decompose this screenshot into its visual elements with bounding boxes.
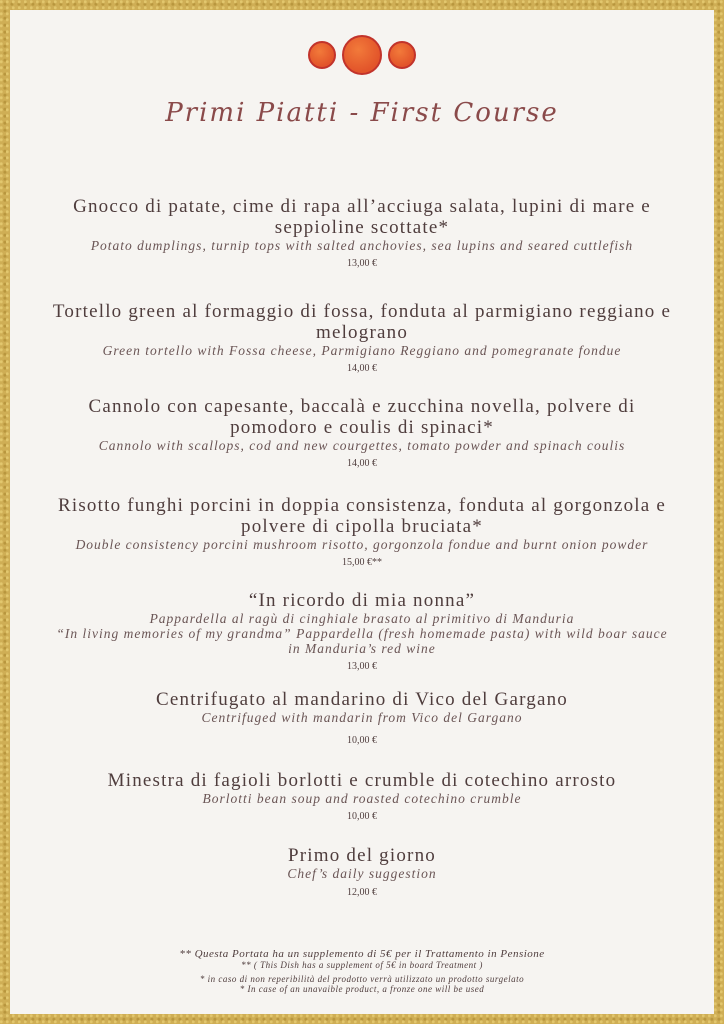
- dish-price: 13,00 €: [347, 258, 377, 269]
- footnote-frozen: * in caso di non reperibilità del prodotto verrà utilizzato un prodotto surgelato: [199, 974, 525, 984]
- dish-name: “In ricordo di mia nonna”: [248, 590, 476, 611]
- logo-dot-left: [308, 41, 336, 69]
- dish-description: Green tortello with Fossa cheese, Parmigiano Reggiano and pomegranate fondue: [102, 343, 622, 358]
- dish-price: 10,00 €: [347, 735, 377, 746]
- logo-dot-center: [342, 35, 382, 75]
- dish-name: Primo del giorno: [288, 845, 436, 866]
- dish-name: Cannolo con capesante, baccalà e zucchina novella, polvere di pomodoro e coulis di spinaci*: [88, 396, 636, 438]
- dish-name: Centrifugato al mandarino di Vico del Gargano: [155, 689, 568, 710]
- dish-description: Double consistency porcini mushroom risotto, gorgonzola fondue and burnt onion powder: [75, 537, 649, 552]
- dish-description: Chef’s daily suggestion: [287, 866, 437, 881]
- menu-item: [10, 689, 714, 746]
- menu-item: [10, 845, 714, 898]
- menu-item: [10, 196, 714, 269]
- dish-description: Pappardella al ragù di cinghiale brasato al primitivo di Manduria: [149, 611, 575, 626]
- dish-description-english: “In living memories of my grandma” Pappardella (fresh homemade pasta) with wild boar sauce in Manduria’s red wine: [56, 626, 668, 656]
- dish-description: Borlotti bean soup and roasted cotechino crumble: [202, 791, 522, 806]
- menu-item: [10, 396, 714, 469]
- footnotes: [10, 948, 714, 994]
- logo-three-dots-icon: [10, 32, 714, 78]
- menu-page: [10, 10, 714, 1014]
- menu-item: [10, 495, 714, 568]
- footnote-supplement: ** Questa Portata ha un supplemento di 5€ per il Trattamento in Pensione: [179, 948, 545, 960]
- dish-name: Risotto funghi porcini in doppia consistenza, fonduta al gorgonzola e polvere di cipolla bruciata*: [57, 495, 666, 537]
- logo-dot-right: [388, 41, 416, 69]
- dish-price: 14,00 €: [347, 363, 377, 374]
- dish-name: Tortello green al formaggio di fossa, fonduta al parmigiano reggiano e melograno: [52, 301, 672, 343]
- dish-price: 12,00 €: [347, 887, 377, 898]
- dish-description: Potato dumplings, turnip tops with salted anchovies, sea lupins and seared cuttlefish: [90, 238, 634, 253]
- dish-name: Gnocco di patate, cime di rapa all’acciuga salata, lupini di mare e seppioline scottate*: [73, 196, 651, 238]
- menu-item: [10, 301, 714, 374]
- menu-item: [10, 590, 714, 672]
- menu-item: [10, 770, 714, 822]
- page-title: Primi Piatti - First Course: [165, 98, 559, 128]
- dish-price: 10,00 €: [347, 811, 377, 822]
- dish-price: 13,00 €: [347, 661, 377, 672]
- dish-price: 15,00 €**: [342, 557, 382, 568]
- dish-description: Centrifuged with mandarin from Vico del Gargano: [201, 710, 523, 725]
- dish-description: Cannolo with scallops, cod and new courgettes, tomato powder and spinach coulis: [98, 438, 626, 453]
- footnote-frozen-english: * In case of an unavaible product, a fronze one will be used: [239, 984, 485, 994]
- dish-price: 14,00 €: [347, 458, 377, 469]
- footnote-supplement-english: ** ( This Dish has a supplement of 5€ in board Treatment ): [241, 960, 483, 970]
- dish-name: Minestra di fagioli borlotti e crumble di cotechino arrosto: [107, 770, 617, 791]
